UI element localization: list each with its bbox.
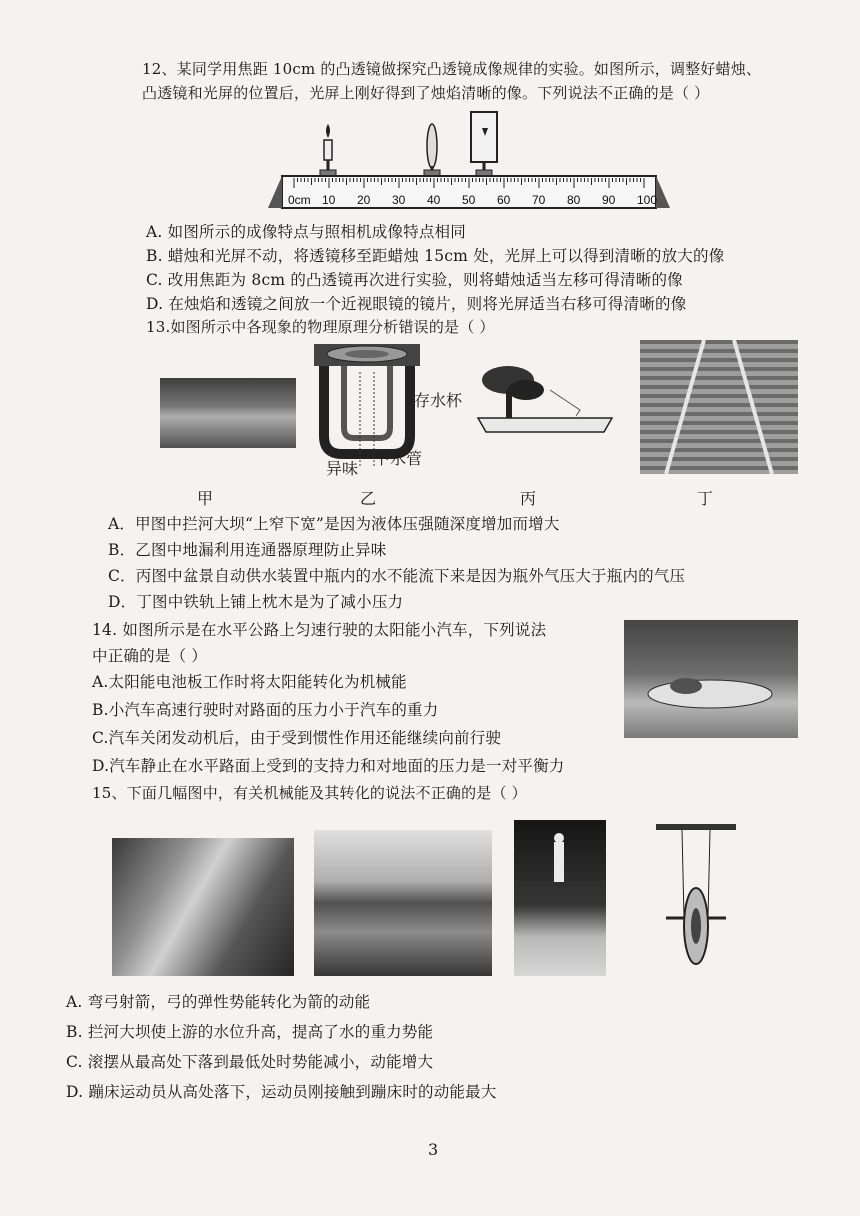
q14-stem-line1: 14. 如图所示是在水平公路上匀速行驶的太阳能小汽车，下列说法 (92, 621, 547, 639)
dam-photo (160, 378, 296, 448)
q13-stem: 13.如图所示中各现象的物理原理分析错误的是（ ） (146, 318, 495, 336)
q15-option-c: C. 滚摆从最高处下落到最低处时势能减小，动能增大 (66, 1053, 434, 1071)
q15-stem: 15、下面几幅图中，有关机械能及其转化的说法不正确的是（ ） (92, 784, 527, 802)
solar-car-photo (624, 620, 798, 738)
drain-cup-label: 存水杯 (414, 391, 463, 410)
q13-option-d: D．丁图中铁轨上铺上枕木是为了减小压力 (108, 593, 404, 611)
q14-option-c: C.汽车关闭发动机后，由于受到惯性作用还能继续向前行驶 (92, 729, 502, 747)
q14-option-a: A.太阳能电池板工作时将太阳能转化为机械能 (92, 673, 407, 691)
q14-stem-line2: 中正确的是（ ） (92, 647, 208, 665)
drain-smell-label: 异味 (326, 459, 359, 478)
ruler-label: 30 (392, 193, 406, 207)
caption-ding: 丁 (697, 489, 714, 508)
maxwell-pendulum-diagram (654, 822, 738, 972)
q12-option-b: B. 蜡烛和光屏不动，将透镜移至距蜡烛 15cm 处，光屏上可以得到清晰的放大的像 (146, 247, 725, 265)
caption-jia: 甲 (197, 489, 214, 508)
drain-pipe-label: 下水管 (374, 449, 423, 468)
q14-option-b: B.小汽车高速行驶时对路面的压力小于汽车的重力 (92, 701, 439, 719)
light-screen (471, 112, 497, 162)
candle (324, 140, 332, 160)
q12-stem-line1: 12、某同学用焦距 10cm 的凸透镜做探究凸透镜成像规律的实验。如图所示，调整好蜡烛、 (142, 60, 762, 78)
ruler-label: 20 (357, 193, 371, 207)
ruler-label: 50 (462, 193, 476, 207)
q15-option-b: B. 拦河大坝使上游的水位升高，提高了水的重力势能 (66, 1023, 434, 1041)
ruler-label: 10 (322, 193, 336, 207)
q13-option-c: C．丙图中盆景自动供水装置中瓶内的水不能流下来是因为瓶外气压大于瓶内的气压 (108, 567, 686, 585)
q13-option-b: B．乙图中地漏利用连通器原理防止异味 (108, 541, 387, 559)
q12-option-c: C. 改用焦距为 8cm 的凸透镜再次进行实验，则将蜡烛适当左移可得清晰的像 (146, 271, 683, 289)
candle-flame (326, 124, 330, 138)
bonsai-water-supply (470, 360, 620, 440)
q12-option-d: D. 在烛焰和透镜之间放一个近视眼镜的镜片，则将光屏适当右移可得清晰的像 (146, 295, 687, 313)
q13-option-a: A．甲图中拦河大坝“上窄下宽”是因为液体压强随深度增加而增大 (108, 515, 560, 533)
ruler-label: 90 (602, 193, 616, 207)
ruler-label: 100 (637, 193, 658, 207)
railway-track-photo (640, 340, 798, 474)
caption-yi: 乙 (360, 489, 377, 508)
q14-option-d: D.汽车静止在水平路面上受到的支持力和对地面的压力是一对平衡力 (92, 757, 565, 775)
q12-option-a: A. 如图所示的成像特点与照相机成像特点相同 (146, 223, 466, 241)
ruler-label: 70 (532, 193, 546, 207)
q12-stem-line2: 凸透镜和光屏的位置后，光屏上刚好得到了烛焰清晰的像。下列说法不正确的是（ ） (142, 84, 710, 102)
q15-option-d: D. 蹦床运动员从高处落下，运动员刚接触到蹦床时的动能最大 (66, 1083, 497, 1101)
dam-spillway-photo (314, 830, 492, 976)
ruler-label: 60 (497, 193, 511, 207)
trampoline-photo (514, 820, 606, 976)
caption-bing: 丙 (520, 489, 537, 508)
q15-option-a: A. 弯弓射箭，弓的弹性势能转化为箭的动能 (66, 993, 371, 1011)
page-number: 3 (428, 1140, 439, 1159)
ruler-label: 0cm (288, 193, 311, 207)
convex-lens (427, 124, 437, 168)
archery-photo (112, 838, 294, 976)
ruler-label: 40 (427, 193, 441, 207)
ruler-label: 80 (567, 193, 581, 207)
optical-bench-figure (268, 108, 676, 218)
